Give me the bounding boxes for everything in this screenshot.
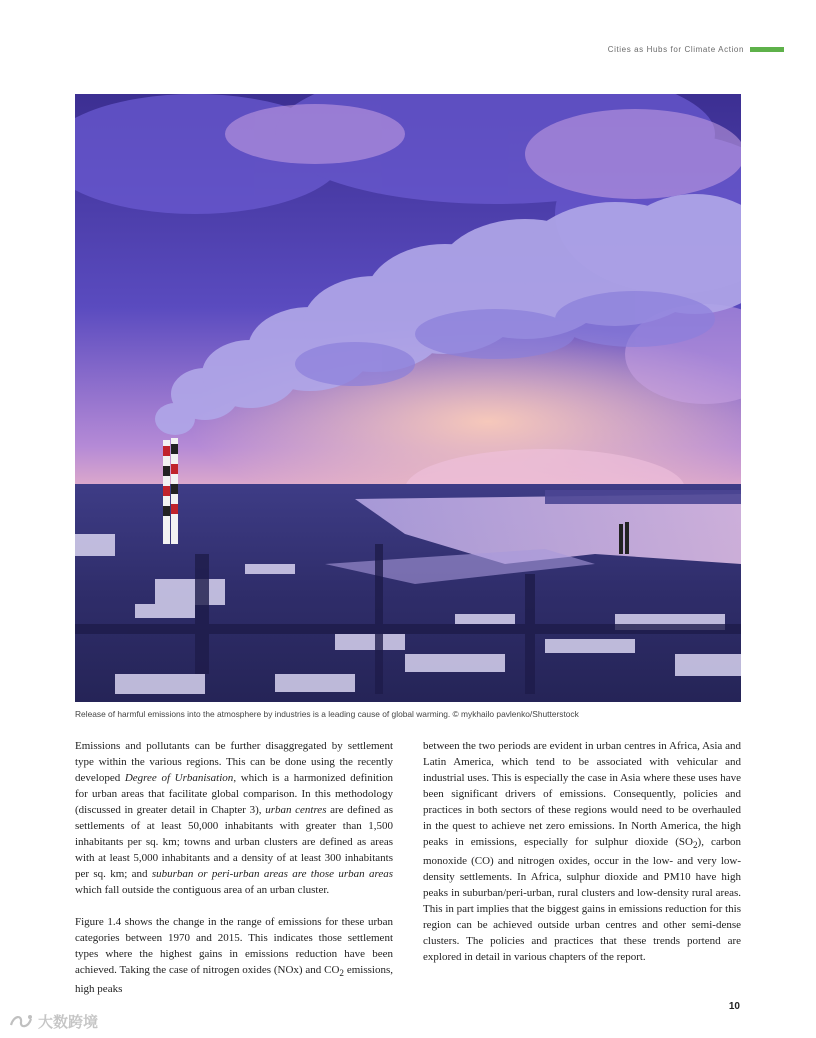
header-accent-bar [750, 47, 784, 52]
text-run: which fall outside the contiguous area of an urban cluster. [75, 884, 330, 896]
text-run: , which is a harmonized definition for urban areas that facilitate global comparison. In this methodology (discussed in greater detail in Chapter 3), [75, 772, 394, 816]
page-number: 10 [728, 1001, 740, 1012]
paragraph [75, 914, 393, 997]
emphasis-degree-of-urbanisation: Degree of Urbanisation [124, 772, 234, 784]
chimney-right [171, 438, 178, 544]
watermark [8, 1011, 98, 1032]
paragraph [75, 738, 393, 898]
emphasis-urban-centres: urban centres [265, 804, 327, 816]
text-run: emissions, high peaks [75, 964, 393, 996]
running-title: Cities as Hubs for Climate Action [607, 45, 744, 54]
text-run: Emissions and pollutants can be further disaggregated by settlement type within the various regions. This can be done using the recently developed [75, 740, 393, 784]
photo-illustration [75, 94, 741, 702]
subscript: 2 [339, 968, 344, 979]
body-column-right [423, 738, 741, 981]
chimney-left [163, 440, 170, 544]
watermark-logo-icon [8, 1013, 34, 1031]
text-run: are defined as settlements of at least 50,000 inhabitants with greater than 1,500 inhabitants per sq. km; towns and urban clusters are defined as areas with at least 5,000 inhabitants and a density of at least 300 inhabitants per sq. km; and [75, 804, 394, 880]
emphasis-suburban-definition: suburban or peri-urban areas are those urban areas [151, 868, 393, 880]
running-header [608, 45, 784, 54]
body-column-left [75, 738, 393, 1013]
text-run: ), carbon monoxide (CO) and nitrogen oxides, occur in the low- and very low-density settlements. In Africa, sulphur dioxide and PM10 have high peaks in suburban/peri-urban, rural clusters and low-density rural areas. This in part implies that the biggest gains in emissions reduction for this region can be achieved outside urban centres and other semi-dense clusters. The policies and practices that these trends portend are explored in detail in various chapters of the report. [423, 836, 741, 964]
subscript: 2 [692, 840, 698, 851]
watermark-text: 大数跨境 [38, 1013, 99, 1031]
text-run: Figure 1.4 shows the change in the range of emissions for these urban categories between 1970 and 2015. This indicates those settlement types where the highest gains in emissions reduction have been achieved. Taking the case of nitrogen oxides (NOx) and CO [75, 916, 393, 976]
figure-caption: Release of harmful emissions into the atmosphere by industries is a leading cause of global warming. © mykhailo pavlenko/Shutterstock [75, 709, 579, 719]
text-run: between the two periods are evident in urban centres in Africa, Asia and Latin America, which tend to be associated with vehicular and industrial uses. This is especially the case in Asia where these uses have been significant drivers of emissions. Consequently, policies and practices in both sectors of these regions would need to be overhauled in the quest to achieve net zero emissions. In North America, the high peaks in emissions, especially for sulphur dioxide (SO [423, 740, 741, 848]
industrial-emissions-photo [75, 94, 741, 702]
paragraph [423, 738, 741, 965]
